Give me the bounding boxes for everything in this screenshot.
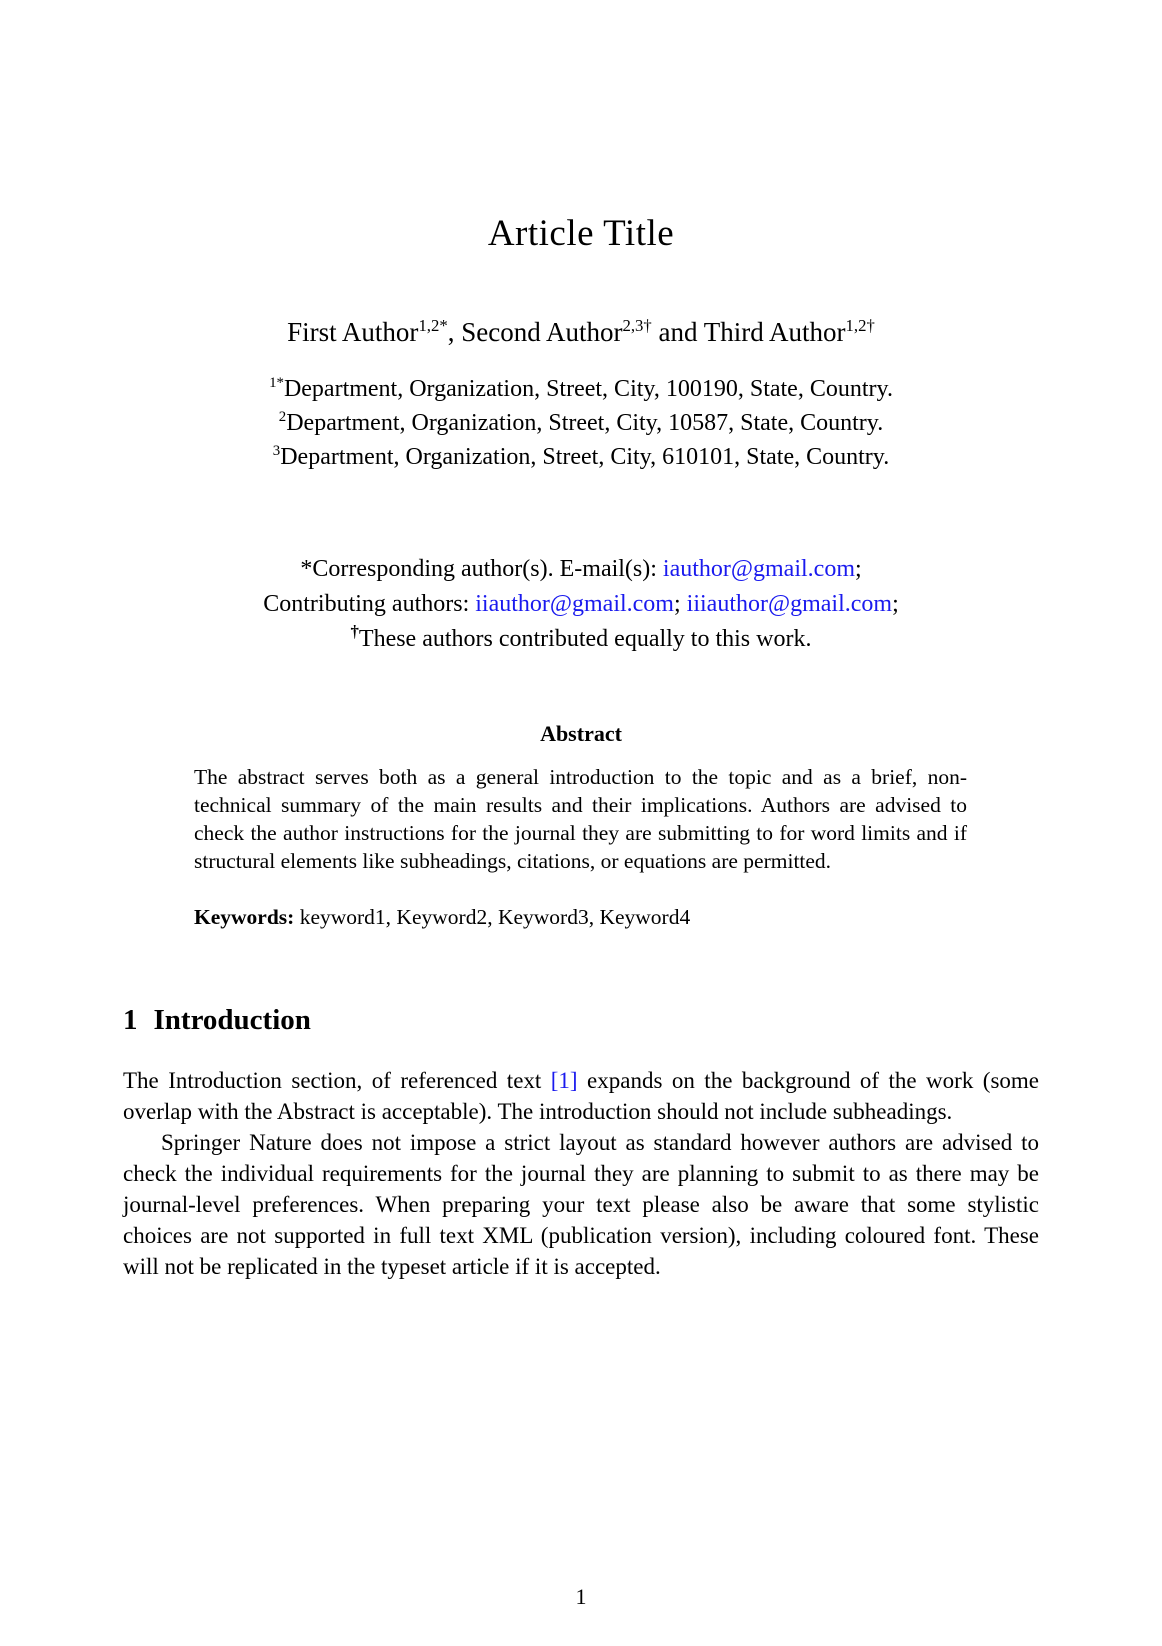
affiliations-block <box>123 372 1039 474</box>
corresponding-author-line <box>123 552 1039 587</box>
author-third: Third Author <box>703 317 846 347</box>
email-link[interactable]: iauthor@gmail.com <box>662 556 855 582</box>
equal-contribution-text: These authors contributed equally to this work. <box>358 626 812 652</box>
corresponding-label: *Corresponding author(s). E-mail(s): <box>300 556 663 582</box>
abstract-text: The abstract serves both as a general introduction to the topic and as a brief, non-technical summary of the main results and their implications. Authors are advised to check the author instructions for the journal they are submitting to for word limits and if structural elements like subheadings, citations, or equations are permitted. <box>194 765 967 873</box>
author-second-superscript: 2,3† <box>622 316 652 335</box>
section-number: 1 <box>123 1004 138 1036</box>
author-separator: , <box>447 317 462 347</box>
dagger-icon: † <box>350 622 359 641</box>
keywords-label: Keywords: <box>194 905 295 929</box>
affiliation-superscript: 1* <box>269 375 284 391</box>
email-link[interactable]: iiiauthor@gmail.com <box>686 591 893 617</box>
punctuation: ; <box>854 556 862 582</box>
affiliation-superscript: 2 <box>278 409 287 425</box>
punctuation: ; <box>673 591 687 617</box>
email-link[interactable]: iiauthor@gmail.com <box>475 591 674 617</box>
affiliation-line <box>123 406 1039 440</box>
section-title: Introduction <box>153 1004 311 1036</box>
affiliation-line <box>123 440 1039 474</box>
author-second: Second Author <box>461 317 623 347</box>
contributing-authors-line <box>123 587 1039 622</box>
citation-link[interactable]: [1] <box>550 1068 578 1093</box>
page-number: 1 <box>575 1584 587 1609</box>
affiliation-superscript: 3 <box>272 443 281 459</box>
keywords-list: keyword1, Keyword2, Keyword3, Keyword4 <box>294 905 691 929</box>
paragraph-text: expands on the background of the work (some overlap with the Abstract is acceptable). The introduction should not include subheadings. <box>123 1068 1039 1124</box>
keywords-line <box>194 905 967 930</box>
intro-paragraph-1 <box>123 1065 1039 1127</box>
author-separator: and <box>651 317 704 347</box>
affiliation-line <box>123 372 1039 406</box>
punctuation: ; <box>892 591 899 617</box>
page-title: Article Title <box>487 213 675 254</box>
page-content <box>123 212 1039 1282</box>
section-heading-introduction <box>123 1004 1039 1037</box>
author-third-superscript: 1,2† <box>845 316 875 335</box>
intro-paragraph-2: Springer Nature does not impose a strict layout as standard however authors are advised to check the individual requirements for the journal they are planning to submit to as there may be journal-level preferences. When preparing your text please also be aware that some stylistic choices are not supported in full text XML (publication version), including coloured font. These will not be replicated in the typeset article if it is accepted. <box>123 1130 1039 1279</box>
affiliation-text: Department, Organization, Street, City, 10587, State, Country. <box>286 410 884 436</box>
author-first-superscript: 1,2* <box>418 316 448 335</box>
paragraph-text: The Introduction section, of referenced text <box>123 1068 551 1093</box>
affiliation-text: Department, Organization, Street, City, 100190, State, Country. <box>283 376 893 402</box>
abstract-heading: Abstract <box>540 721 622 746</box>
affiliation-text: Department, Organization, Street, City, 610101, State, Country. <box>280 444 890 470</box>
author-first: First Author <box>287 317 419 347</box>
equal-contribution-note <box>123 622 1039 657</box>
contributing-label: Contributing authors: <box>263 591 476 617</box>
correspondence-block <box>123 552 1039 657</box>
author-line <box>123 317 1039 348</box>
